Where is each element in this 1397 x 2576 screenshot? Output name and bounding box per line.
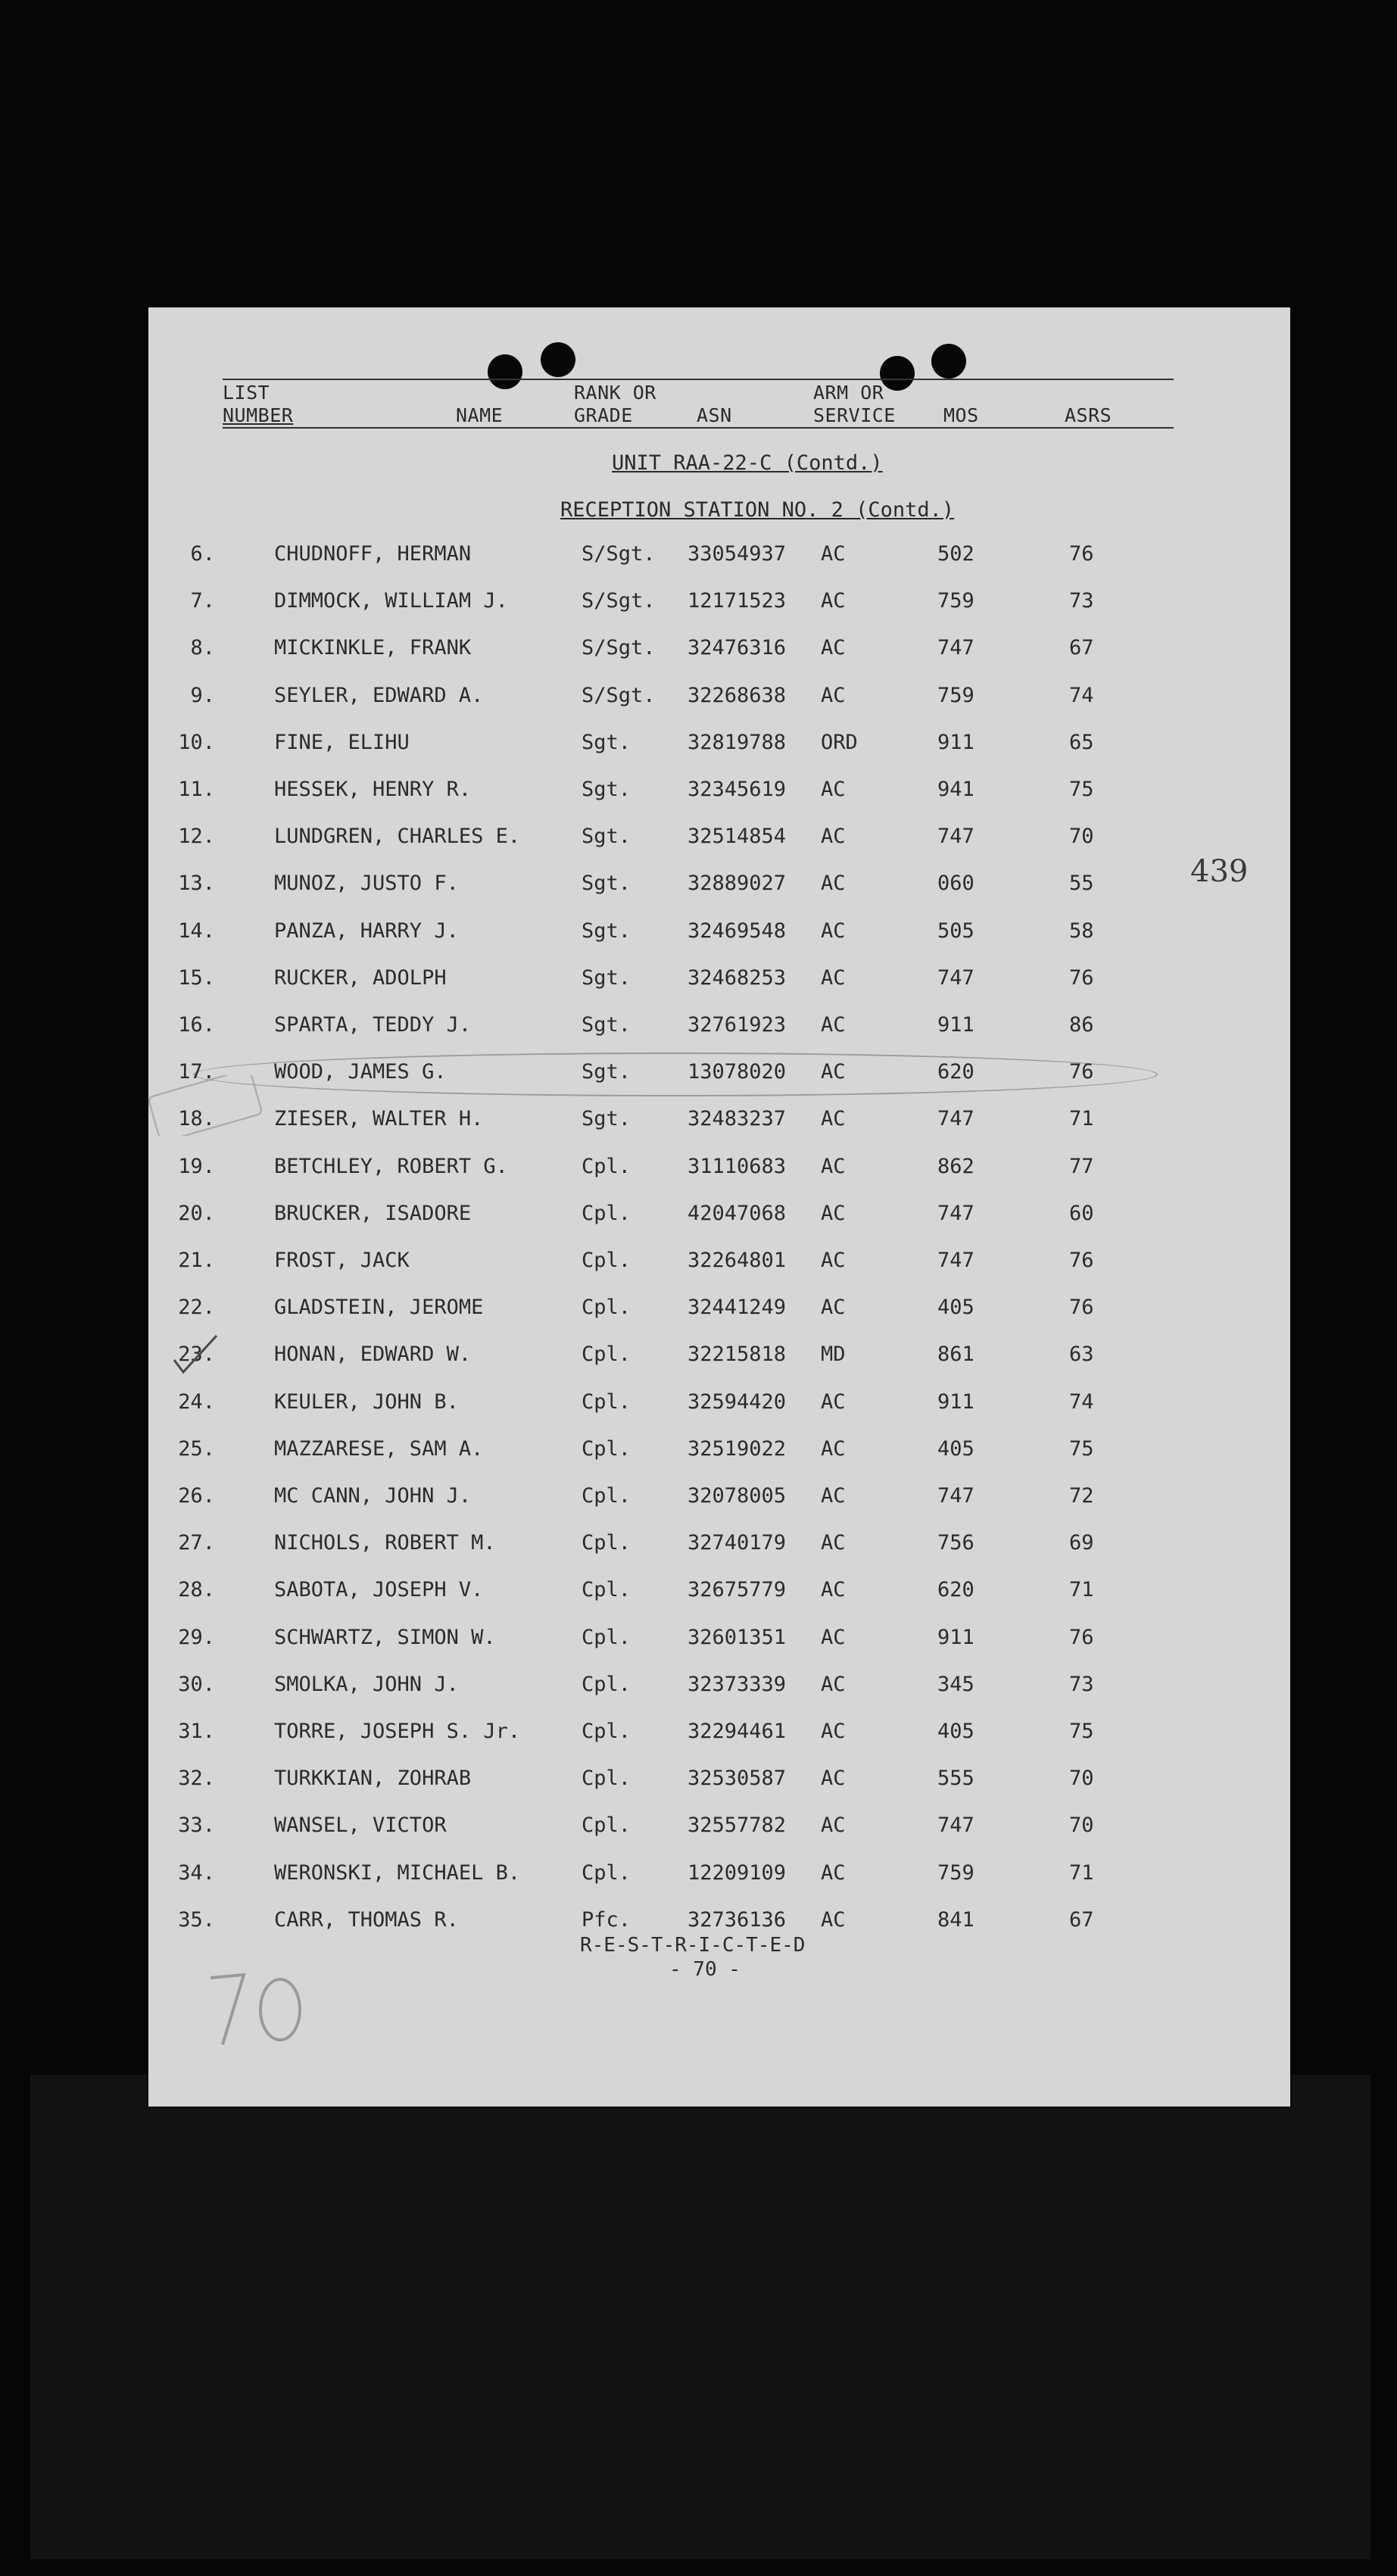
row-arm: AC [821, 636, 846, 660]
header-asn: ASN [697, 404, 732, 426]
row-asrs: 75 [1069, 1436, 1094, 1461]
row-name: MUNOZ, JUSTO F. [274, 872, 459, 896]
row-number: 22. [178, 1296, 215, 1320]
row-asrs: 77 [1069, 1154, 1094, 1178]
row-rank: Sgt. [582, 1013, 631, 1037]
row-mos: 555 [937, 1767, 974, 1791]
row-mos: 747 [937, 636, 974, 660]
row-number: 10. [178, 730, 215, 754]
row-arm: AC [821, 1484, 846, 1508]
row-asn: 32514854 [688, 825, 787, 849]
row-rank: Pfc. [582, 1907, 631, 1932]
row-asrs: 71 [1069, 1860, 1094, 1885]
header-arm: ARM OR [813, 382, 884, 404]
row-number: 28. [178, 1578, 215, 1602]
header-service: SERVICE [813, 404, 896, 426]
row-asrs: 76 [1069, 1625, 1094, 1649]
punch-hole [541, 342, 575, 377]
row-arm: MD [821, 1343, 846, 1367]
row-name: SCHWARTZ, SIMON W. [274, 1625, 496, 1649]
row-asrs: 63 [1069, 1343, 1094, 1367]
row-number: 13. [178, 872, 215, 896]
row-asn: 32215818 [688, 1343, 787, 1367]
row-arm: AC [821, 683, 846, 707]
row-mos: 911 [937, 730, 974, 754]
row-arm: AC [821, 1389, 846, 1414]
row-mos: 502 [937, 542, 974, 566]
row-number: 19. [178, 1154, 215, 1178]
row-asn: 32441249 [688, 1296, 787, 1320]
row-arm: AC [821, 872, 846, 896]
row-arm: AC [821, 589, 846, 613]
row-arm: AC [821, 1767, 846, 1791]
row-arm: AC [821, 1813, 846, 1838]
row-mos: 747 [937, 1813, 974, 1838]
row-asrs: 76 [1069, 542, 1094, 566]
row-arm: AC [821, 1672, 846, 1696]
row-number: 33. [178, 1813, 215, 1838]
row-arm: AC [821, 1531, 846, 1555]
punch-hole [880, 356, 915, 391]
row-asrs: 71 [1069, 1578, 1094, 1602]
row-number: 17. [178, 1060, 215, 1084]
row-mos: 747 [937, 825, 974, 849]
row-asrs: 74 [1069, 683, 1094, 707]
row-asn: 32819788 [688, 730, 787, 754]
row-arm: AC [821, 1013, 846, 1037]
row-arm: AC [821, 1907, 846, 1932]
row-asn: 32468253 [688, 965, 787, 990]
row-mos: 747 [937, 965, 974, 990]
row-mos: 345 [937, 1672, 974, 1696]
row-arm: AC [821, 1720, 846, 1743]
row-number: 8. [190, 636, 215, 660]
row-name: CARR, THOMAS R. [274, 1907, 459, 1932]
row-arm: AC [821, 1060, 846, 1084]
row-name: SEYLER, EDWARD A. [274, 683, 484, 707]
hospital-stamp [148, 1075, 262, 1136]
row-name: GLADSTEIN, JEROME [274, 1296, 484, 1320]
row-number: 30. [178, 1672, 215, 1696]
row-rank: Sgt. [582, 1060, 631, 1084]
header-list: LIST [223, 382, 270, 404]
row-number: 7. [190, 589, 215, 613]
header-asrs: ASRS [1065, 404, 1112, 426]
row-asn: 32483237 [688, 1107, 787, 1131]
header-name: NAME [456, 404, 504, 426]
row-asn: 32594420 [688, 1389, 787, 1414]
row-asrs: 67 [1069, 636, 1094, 660]
row-rank: Sgt. [582, 965, 631, 990]
row-rank: Cpl. [582, 1484, 631, 1508]
row-rank: Cpl. [582, 1625, 631, 1649]
row-name: MICKINKLE, FRANK [274, 636, 472, 660]
row-asn: 32469548 [688, 918, 787, 943]
row-number: 9. [190, 683, 215, 707]
row-asn: 32294461 [688, 1720, 787, 1743]
row-rank: Cpl. [582, 1389, 631, 1414]
handwritten-page-number [204, 1969, 318, 2052]
check-mark [173, 1333, 218, 1375]
row-asrs: 70 [1069, 1813, 1094, 1838]
row-number: 24. [178, 1389, 215, 1414]
row-asrs: 75 [1069, 778, 1094, 801]
row-mos: 620 [937, 1578, 974, 1602]
row-rank: Cpl. [582, 1860, 631, 1885]
row-mos: 756 [937, 1531, 974, 1555]
document-page [148, 307, 1290, 2107]
row-asrs: 69 [1069, 1531, 1094, 1555]
row-name: CHUDNOFF, HERMAN [274, 542, 472, 566]
row-rank: Sgt. [582, 1107, 631, 1131]
row-arm: AC [821, 1625, 846, 1649]
row-name: HONAN, EDWARD W. [274, 1343, 472, 1367]
row-name: MC CANN, JOHN J. [274, 1484, 472, 1508]
row-arm: AC [821, 1860, 846, 1885]
row-name: RUCKER, ADOLPH [274, 965, 447, 990]
header-bottom-rule [223, 427, 1174, 429]
row-name: WANSEL, VICTOR [274, 1813, 447, 1838]
row-number: 14. [178, 918, 215, 943]
row-arm: AC [821, 918, 846, 943]
row-number: 25. [178, 1436, 215, 1461]
row-name: SABOTA, JOSEPH V. [274, 1578, 484, 1602]
row-mos: 405 [937, 1436, 974, 1461]
row-mos: 759 [937, 1860, 974, 1885]
row-mos: 060 [937, 872, 974, 896]
row-asrs: 55 [1069, 872, 1094, 896]
row-asn: 32268638 [688, 683, 787, 707]
row-asrs: 76 [1069, 1249, 1094, 1272]
header-mos: MOS [943, 404, 979, 426]
row-number: 15. [178, 965, 215, 990]
row-mos: 747 [937, 1249, 974, 1272]
row-rank: Cpl. [582, 1578, 631, 1602]
row-asrs: 76 [1069, 1296, 1094, 1320]
row-asn: 12209109 [688, 1860, 787, 1885]
row-asn: 32740179 [688, 1531, 787, 1555]
unit-title: UNIT RAA-22-C (Contd.) [612, 451, 883, 475]
row-mos: 911 [937, 1389, 974, 1414]
row-number: 6. [190, 542, 215, 566]
row-name: FROST, JACK [274, 1249, 410, 1272]
row-mos: 405 [937, 1720, 974, 1743]
row-name: NICHOLS, ROBERT M. [274, 1531, 496, 1555]
row-asrs: 67 [1069, 1907, 1094, 1932]
row-rank: Cpl. [582, 1813, 631, 1838]
row-rank: Cpl. [582, 1343, 631, 1367]
row-rank: Cpl. [582, 1672, 631, 1696]
film-backdrop [30, 2075, 1370, 2559]
row-asn: 32761923 [688, 1013, 787, 1037]
row-rank: Cpl. [582, 1720, 631, 1743]
row-asn: 32373339 [688, 1672, 787, 1696]
punch-hole [931, 344, 966, 379]
row-mos: 759 [937, 589, 974, 613]
row-rank: Cpl. [582, 1436, 631, 1461]
row-asn: 32345619 [688, 778, 787, 801]
header-top-rule [223, 379, 1174, 380]
row-number: 20. [178, 1201, 215, 1225]
row-name: HESSEK, HENRY R. [274, 778, 472, 801]
row-arm: AC [821, 1154, 846, 1178]
row-rank: Cpl. [582, 1201, 631, 1225]
row-arm: AC [821, 1296, 846, 1320]
row-asn: 32601351 [688, 1625, 787, 1649]
row-mos: 941 [937, 778, 974, 801]
row-name: DIMMOCK, WILLIAM J. [274, 589, 508, 613]
row-mos: 841 [937, 1907, 974, 1932]
row-number: 35. [178, 1907, 215, 1932]
row-rank: S/Sgt. [582, 636, 656, 660]
row-mos: 747 [937, 1201, 974, 1225]
row-rank: Sgt. [582, 918, 631, 943]
row-name: PANZA, HARRY J. [274, 918, 459, 943]
row-rank: Sgt. [582, 778, 631, 801]
header-grade: GRADE [574, 404, 633, 426]
row-number: 34. [178, 1860, 215, 1885]
row-asn: 32519022 [688, 1436, 787, 1461]
row-name: TURKKIAN, ZOHRAB [274, 1767, 472, 1791]
row-asrs: 72 [1069, 1484, 1094, 1508]
row-rank: Sgt. [582, 730, 631, 754]
row-asn: 13078020 [688, 1060, 787, 1084]
row-asn: 32476316 [688, 636, 787, 660]
row-mos: 911 [937, 1013, 974, 1037]
row-rank: Cpl. [582, 1767, 631, 1791]
row-mos: 747 [937, 1107, 974, 1131]
row-rank: Sgt. [582, 872, 631, 896]
row-name: KEULER, JOHN B. [274, 1389, 459, 1414]
row-number: 26. [178, 1484, 215, 1508]
row-asn: 32078005 [688, 1484, 787, 1508]
row-asrs: 65 [1069, 730, 1094, 754]
row-asn: 12171523 [688, 589, 787, 613]
row-mos: 861 [937, 1343, 974, 1367]
station-title: RECEPTION STATION NO. 2 (Contd.) [560, 498, 955, 522]
row-name: BRUCKER, ISADORE [274, 1201, 472, 1225]
row-asn: 32675779 [688, 1578, 787, 1602]
page-number: - 70 - [669, 1958, 741, 1981]
row-arm: AC [821, 1201, 846, 1225]
row-name: SPARTA, TEDDY J. [274, 1013, 472, 1037]
row-name: ZIESER, WALTER H. [274, 1107, 484, 1131]
row-rank: Cpl. [582, 1154, 631, 1178]
row-number: 27. [178, 1531, 215, 1555]
row-mos: 747 [937, 1484, 974, 1508]
row-asn: 33054937 [688, 542, 787, 566]
row-rank: S/Sgt. [582, 589, 656, 613]
row-asn: 32736136 [688, 1907, 787, 1932]
row-arm: AC [821, 1249, 846, 1272]
row-asrs: 71 [1069, 1107, 1094, 1131]
row-arm: ORD [821, 730, 858, 754]
row-asrs: 75 [1069, 1720, 1094, 1743]
row-name: TORRE, JOSEPH S. Jr. [274, 1720, 521, 1743]
row-asrs: 86 [1069, 1013, 1094, 1037]
row-asrs: 73 [1069, 1672, 1094, 1696]
row-mos: 759 [937, 683, 974, 707]
row-asn: 31110683 [688, 1154, 787, 1178]
row-rank: S/Sgt. [582, 683, 656, 707]
row-name: LUNDGREN, CHARLES E. [274, 825, 521, 849]
row-rank: S/Sgt. [582, 542, 656, 566]
row-number: 32. [178, 1767, 215, 1791]
row-asrs: 73 [1069, 589, 1094, 613]
row-asrs: 60 [1069, 1201, 1094, 1225]
row-asn: 32264801 [688, 1249, 787, 1272]
row-number: 23. [178, 1343, 215, 1367]
row-asn: 32557782 [688, 1813, 787, 1838]
row-asrs: 70 [1069, 825, 1094, 849]
row-arm: AC [821, 542, 846, 566]
row-arm: AC [821, 825, 846, 849]
row-rank: Cpl. [582, 1296, 631, 1320]
row-name: BETCHLEY, ROBERT G. [274, 1154, 508, 1178]
row-mos: 862 [937, 1154, 974, 1178]
row-asn: 32530587 [688, 1767, 787, 1791]
header-rank: RANK OR [574, 382, 656, 404]
row-arm: AC [821, 965, 846, 990]
row-asrs: 76 [1069, 1060, 1094, 1084]
row-number: 21. [178, 1249, 215, 1272]
row-asn: 42047068 [688, 1201, 787, 1225]
row-asrs: 70 [1069, 1767, 1094, 1791]
row-name: MAZZARESE, SAM A. [274, 1436, 484, 1461]
row-mos: 911 [937, 1625, 974, 1649]
row-name: SMOLKA, JOHN J. [274, 1672, 459, 1696]
row-number: 12. [178, 825, 215, 849]
row-number: 31. [178, 1720, 215, 1743]
row-name: FINE, ELIHU [274, 730, 410, 754]
row-asrs: 74 [1069, 1389, 1094, 1414]
row-arm: AC [821, 1436, 846, 1461]
row-number: 29. [178, 1625, 215, 1649]
row-number: 11. [178, 778, 215, 801]
punch-hole [488, 354, 522, 389]
row-mos: 620 [937, 1060, 974, 1084]
row-arm: AC [821, 1578, 846, 1602]
row-name: WERONSKI, MICHAEL B. [274, 1860, 521, 1885]
row-asrs: 58 [1069, 918, 1094, 943]
row-number: 16. [178, 1013, 215, 1037]
row-rank: Sgt. [582, 825, 631, 849]
row-asrs: 76 [1069, 965, 1094, 990]
row-mos: 405 [937, 1296, 974, 1320]
row-number: 18. [178, 1107, 215, 1131]
row-rank: Cpl. [582, 1249, 631, 1272]
row-name: WOOD, JAMES G. [274, 1060, 447, 1084]
row-arm: AC [821, 1107, 846, 1131]
row-arm: AC [821, 778, 846, 801]
row-mos: 505 [937, 918, 974, 943]
row-rank: Cpl. [582, 1531, 631, 1555]
header-number: NUMBER [223, 404, 294, 426]
restricted-label: R-E-S-T-R-I-C-T-E-D [580, 1934, 806, 1957]
margin-number: 439 [1190, 854, 1249, 889]
row-asn: 32889027 [688, 872, 787, 896]
